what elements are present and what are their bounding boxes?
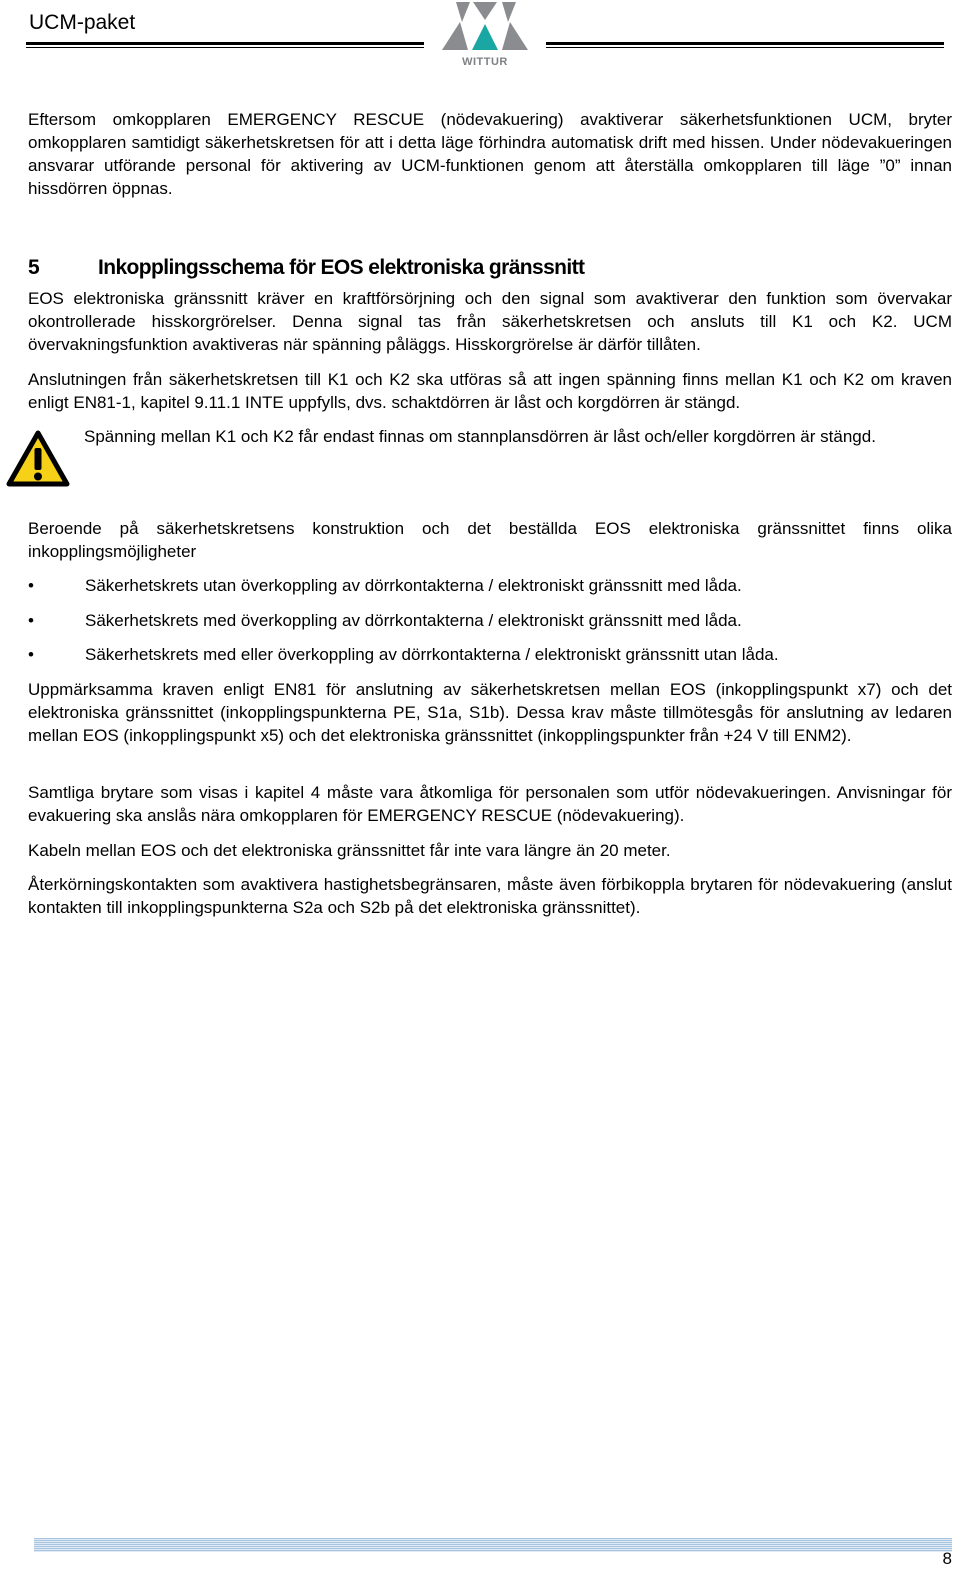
paragraph-2: Anslutningen från säkerhetskretsen till K1 och K2 ska utföras så att ingen spänning finns mellan K1 och K2 om kraven enligt EN81-1, kapitel 9.11.1 INTE uppfylls, dvs. schaktdörren är låst och korgdörren är stängd.: [28, 370, 952, 412]
paragraph-5: Samtliga brytare som visas i kapitel 4 måste vara åtkomliga för personalen som utför nödevakueringen. Anvisningar för evakuering ska anslås nära omkopplaren för EMERGENCY RESCUE (nödevakuering).: [28, 783, 952, 825]
header-title: UCM-paket: [29, 11, 136, 34]
paragraph-3: Beroende på säkerhetskretsens konstruktion och det beställda EOS elektroniska gränssnittet finns olika inkopplingsmöjligheter: [28, 519, 952, 561]
header-rule-left-thin: [26, 47, 424, 48]
bullet-symbol: •: [28, 645, 34, 664]
wittur-logo-text: WITTUR: [462, 56, 508, 68]
paragraph-7: Återkörningskontakten som avaktivera hastighetsbegränsaren, måste även förbikoppla brytaren för nödevakuering (anslut kontakten till inkopplingspunkterna S2a och S2b på det elektroniska gränssnittet).: [28, 875, 952, 917]
paragraph-4: Uppmärksamma kraven enligt EN81 för anslutning av säkerhetskretsen mellan EOS (inkopplingspunkt x7) och det elektroniska gränssnittet (inkopplingspunkterna PE, S1a, S1b). Dessa krav måste tillmötesgås för anslutning av ledaren mellan EOS (inkopplingspunkt x5) och det elektroniska gränssnittet (inkopplingspunkter från +24 V till ENM2).: [28, 680, 952, 745]
warning-triangle-icon: [6, 430, 70, 488]
bullet-symbol: •: [28, 576, 34, 595]
section-heading: [28, 256, 584, 280]
page-number: 8: [942, 1549, 952, 1568]
bullet-symbol: •: [28, 611, 34, 630]
paragraph-1: EOS elektroniska gränssnitt kräver en kraftförsörjning och den signal som avaktiverar den funktion som övervakar okontrollerade hisskorgrörelser. Denna signal tas från säkerhetskretsen och ansluts till K1 och K2. UCM övervakningsfunktion avaktiveras när spänning påläggs. Hisskorgrörelse är därför tillåten.: [28, 289, 952, 354]
header-rule-right: [546, 42, 944, 45]
bullet-text: Säkerhetskrets med eller överkoppling av dörrkontakterna / elektroniskt gränssnitt utan låda.: [85, 645, 779, 664]
warning-text: Spänning mellan K1 och K2 får endast finnas om stannplansdörren är låst och/eller korgdörren är stängd.: [84, 427, 876, 446]
wittur-logo-mark-icon: [440, 0, 530, 56]
bullet-text: Säkerhetskrets utan överkoppling av dörrkontakterna / elektroniskt gränssnitt med låda.: [85, 576, 742, 595]
paragraph-6: Kabeln mellan EOS och det elektroniska gränssnittet får inte vara längre än 20 meter.: [28, 841, 671, 860]
section-number: 5: [28, 256, 40, 279]
section-title: Inkopplingsschema för EOS elektroniska gränssnitt: [98, 256, 585, 279]
wittur-logo: [440, 0, 530, 72]
intro-paragraph: Eftersom omkopplaren EMERGENCY RESCUE (nödevakuering) avaktiverar säkerhetsfunktionen UCM, bryter omkopplaren samtidigt säkerhetskretsen för att i detta läge förhindra automatisk drift med hissen. Under nödevakueringen ansvarar utförande personal för aktivering av UCM-funktionen genom att återställa omkopplaren till läge ”0” innan hissdörren öppnas.: [28, 110, 952, 198]
bullet-text: Säkerhetskrets med överkoppling av dörrkontakterna / elektroniskt gränssnitt med låda.: [85, 611, 742, 630]
header-rule-left: [26, 42, 424, 45]
header-rule-right-thin: [546, 47, 944, 48]
footer-bar: [34, 1538, 952, 1552]
